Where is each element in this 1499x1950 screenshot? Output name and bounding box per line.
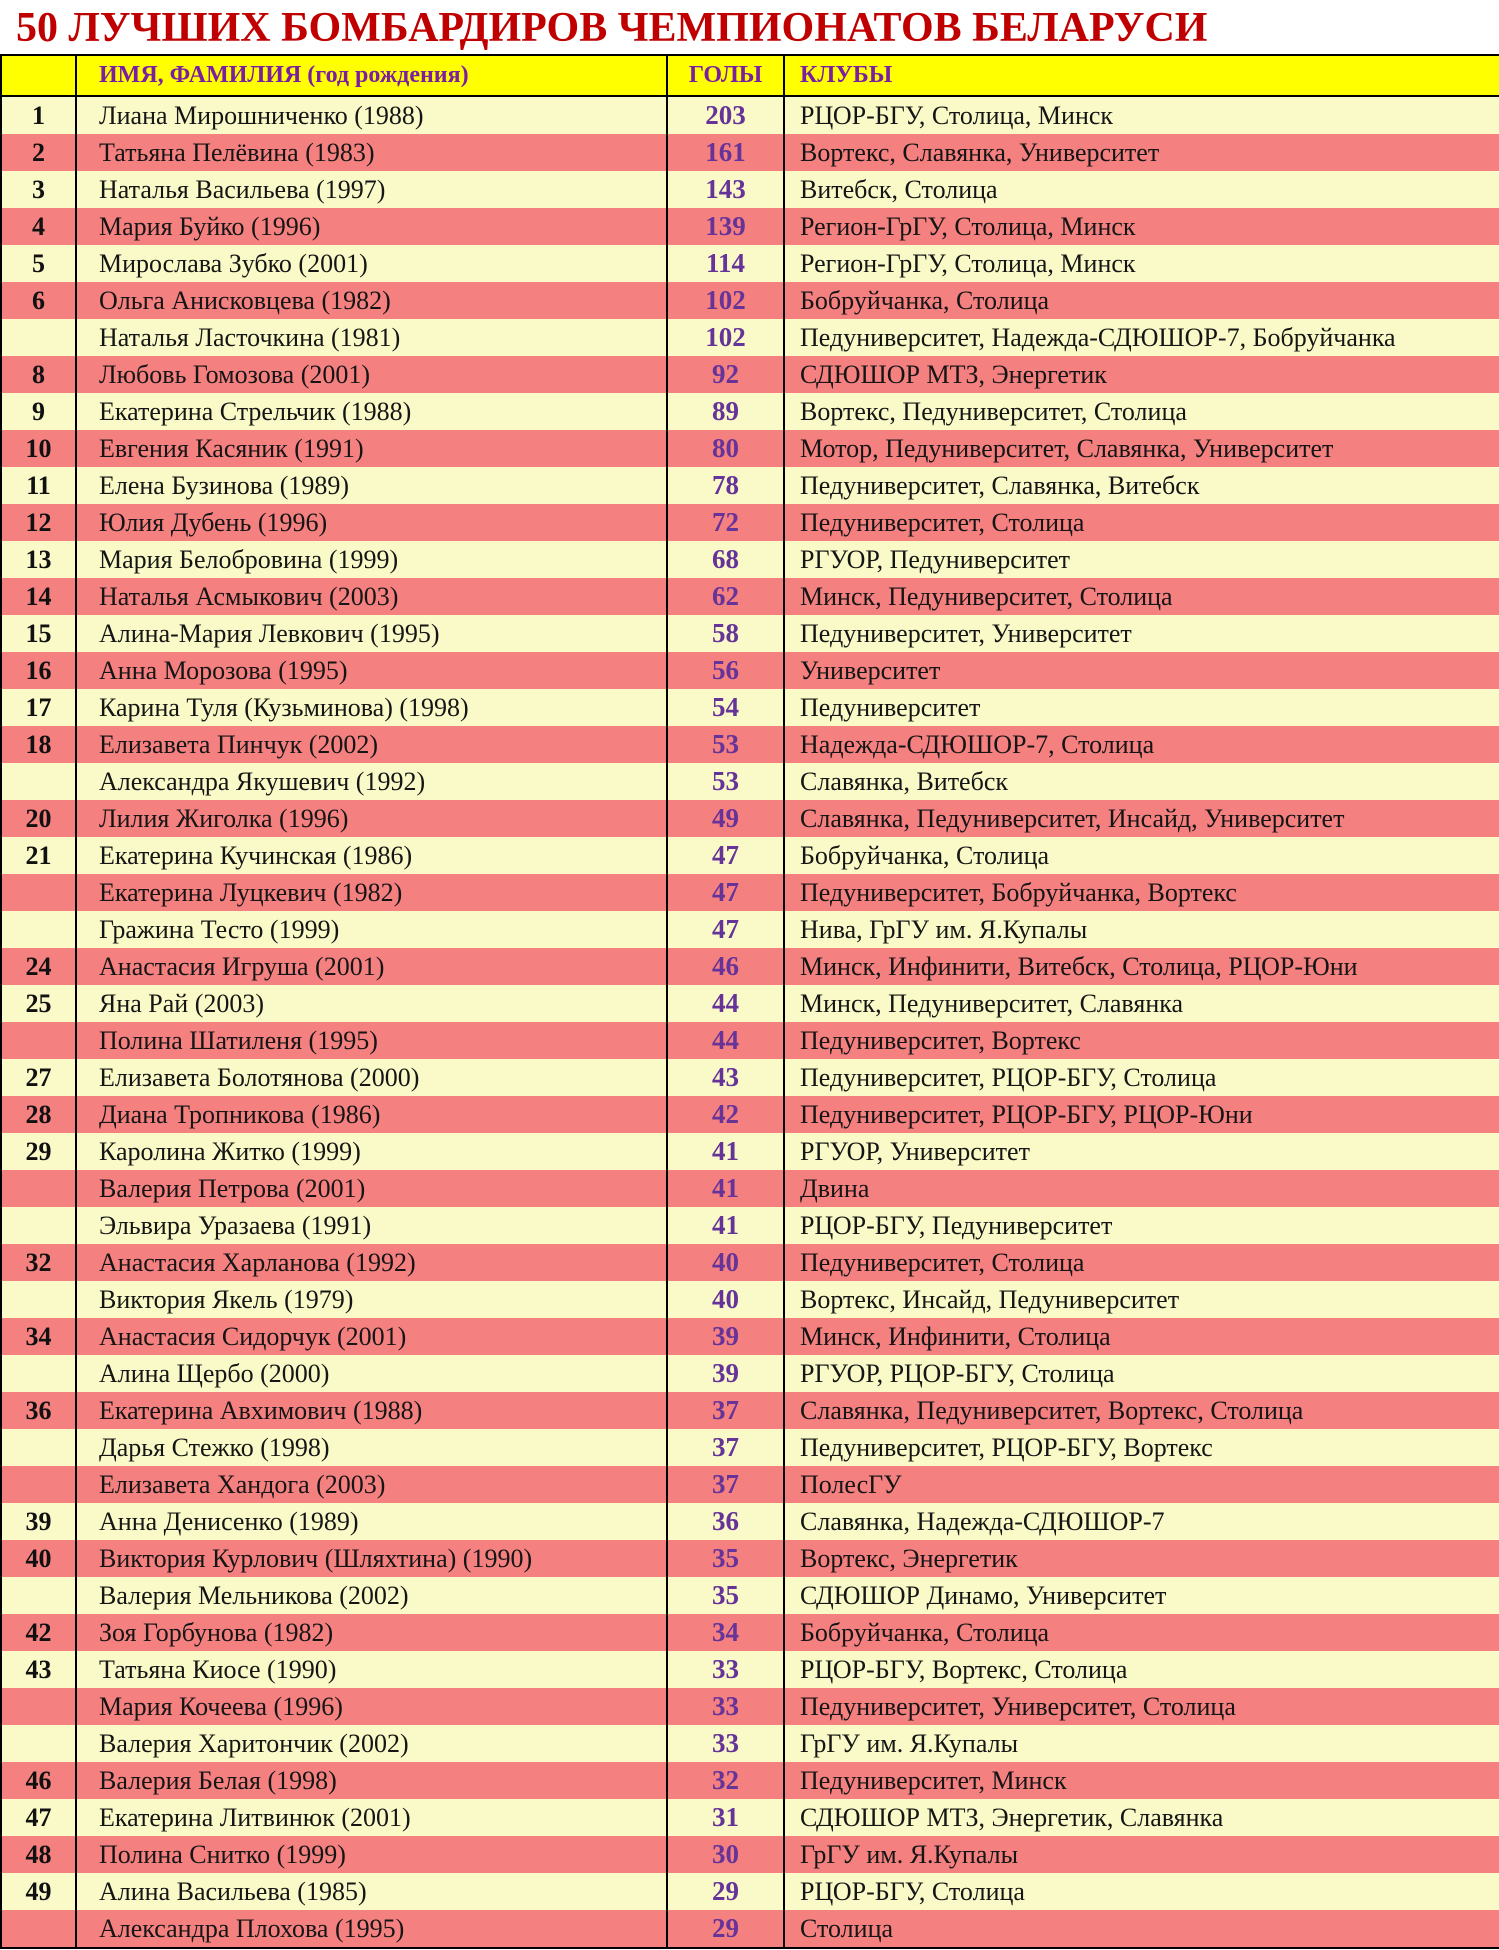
clubs-cell: Двина: [800, 1173, 870, 1203]
table-row: [2, 652, 1499, 689]
name-cell: Мария Буйко (1996): [77, 208, 668, 245]
clubs-cell: Славянка, Педуниверситет, Инсайд, Университет: [800, 803, 1345, 833]
rank-cell: [2, 1577, 77, 1614]
clubs-cell: РЦОР-БГУ, Педуниверситет: [800, 1210, 1113, 1240]
name-cell: Елизавета Пинчук (2002): [77, 726, 668, 763]
clubs-cell: РЦОР-БГУ, Столица, Минск: [800, 100, 1114, 130]
clubs-cell: ГрГУ им. Я.Купалы: [800, 1839, 1019, 1869]
goals-cell: 41: [668, 1133, 785, 1170]
goals-cell: 41: [668, 1207, 785, 1244]
rank-cell: 32: [2, 1244, 77, 1281]
rank-cell: 14: [2, 578, 77, 615]
goals-cell: 37: [668, 1429, 785, 1466]
name-cell: Виктория Якель (1979): [77, 1281, 668, 1318]
table-row: [2, 1022, 1499, 1059]
rank-cell: 6: [2, 282, 77, 319]
goals-cell: 43: [668, 1059, 785, 1096]
table-row: [2, 1614, 1499, 1651]
goals-cell: 34: [668, 1614, 785, 1651]
goals-cell: 44: [668, 985, 785, 1022]
table-row: [2, 1762, 1499, 1799]
name-cell: Анна Денисенко (1989): [77, 1503, 668, 1540]
clubs-cell: РГУОР, Университет: [800, 1136, 1030, 1166]
goals-cell: 114: [668, 245, 785, 282]
clubs-cell: Бобруйчанка, Столица: [800, 1617, 1050, 1647]
name-cell: Александра Якушевич (1992): [77, 763, 668, 800]
name-cell: Валерия Харитончик (2002): [77, 1725, 668, 1762]
name-cell: Екатерина Кучинская (1986): [77, 837, 668, 874]
goals-cell: 53: [668, 763, 785, 800]
goals-cell: 49: [668, 800, 785, 837]
header-goals-cell: ГОЛЫ: [668, 56, 785, 95]
goals-cell: 80: [668, 430, 785, 467]
rank-cell: [2, 1170, 77, 1207]
goals-cell: 29: [668, 1910, 785, 1947]
name-cell: Наталья Ласточкина (1981): [77, 319, 668, 356]
table-row: [2, 837, 1499, 874]
goals-cell: 58: [668, 615, 785, 652]
rank-cell: 13: [2, 541, 77, 578]
rank-cell: 29: [2, 1133, 77, 1170]
table-row: [2, 1799, 1499, 1836]
name-cell: Татьяна Пелёвина (1983): [77, 134, 668, 171]
clubs-cell: Нива, ГрГУ им. Я.Купалы: [800, 914, 1088, 944]
goals-cell: 39: [668, 1318, 785, 1355]
clubs-cell: Педуниверситет, РЦОР-БГУ, РЦОР-Юни: [800, 1099, 1253, 1129]
name-cell: Карина Туля (Кузьминова) (1998): [77, 689, 668, 726]
name-cell: Елизавета Хандога (2003): [77, 1466, 668, 1503]
goals-cell: 47: [668, 911, 785, 948]
name-cell: Екатерина Авхимович (1988): [77, 1392, 668, 1429]
name-cell: Мария Белобровина (1999): [77, 541, 668, 578]
name-cell: Екатерина Стрельчик (1988): [77, 393, 668, 430]
name-cell: Лиана Мирошниченко (1988): [77, 97, 668, 134]
clubs-cell: Бобруйчанка, Столица: [800, 285, 1050, 315]
rank-cell: [2, 1688, 77, 1725]
clubs-cell: Минск, Педуниверситет, Славянка: [800, 988, 1184, 1018]
table-row: [2, 726, 1499, 763]
name-cell: Анна Морозова (1995): [77, 652, 668, 689]
table-row: [2, 1688, 1499, 1725]
goals-cell: 102: [668, 319, 785, 356]
clubs-cell: Вортекс, Инсайд, Педуниверситет: [800, 1284, 1180, 1314]
rank-cell: [2, 911, 77, 948]
name-cell: Яна Рай (2003): [77, 985, 668, 1022]
table-row: [2, 134, 1499, 171]
goals-cell: 92: [668, 356, 785, 393]
clubs-cell: РГУОР, Педуниверситет: [800, 544, 1071, 574]
rank-cell: 47: [2, 1799, 77, 1836]
clubs-cell: Минск, Педуниверситет, Столица: [800, 581, 1173, 611]
clubs-cell: Вортекс, Энергетик: [800, 1543, 1018, 1573]
table-row: [2, 1429, 1499, 1466]
clubs-cell: Славянка, Надежда-СДЮШОР-7: [800, 1506, 1165, 1536]
name-cell: Зоя Горбунова (1982): [77, 1614, 668, 1651]
rank-cell: 49: [2, 1873, 77, 1910]
goals-cell: 47: [668, 874, 785, 911]
clubs-cell: РЦОР-БГУ, Столица: [800, 1876, 1025, 1906]
rank-cell: [2, 874, 77, 911]
rank-cell: [2, 1355, 77, 1392]
clubs-cell: ПолесГУ: [800, 1469, 902, 1499]
clubs-cell: Педуниверситет, Столица: [800, 1247, 1085, 1277]
rank-cell: 28: [2, 1096, 77, 1133]
table-row: [2, 1651, 1499, 1688]
rank-cell: 16: [2, 652, 77, 689]
clubs-cell: Регион-ГрГУ, Столица, Минск: [800, 248, 1136, 278]
rank-cell: 21: [2, 837, 77, 874]
name-cell: Диана Тропникова (1986): [77, 1096, 668, 1133]
goals-cell: 46: [668, 948, 785, 985]
name-cell: Каролина Житко (1999): [77, 1133, 668, 1170]
rank-cell: [2, 1281, 77, 1318]
name-cell: Екатерина Луцкевич (1982): [77, 874, 668, 911]
name-cell: Алина Васильева (1985): [77, 1873, 668, 1910]
name-cell: Анастасия Игруша (2001): [77, 948, 668, 985]
rank-cell: 18: [2, 726, 77, 763]
name-cell: Анастасия Харланова (1992): [77, 1244, 668, 1281]
table-row: [2, 1503, 1499, 1540]
goals-cell: 203: [668, 97, 785, 134]
rank-cell: 25: [2, 985, 77, 1022]
rank-cell: 43: [2, 1651, 77, 1688]
goals-cell: 53: [668, 726, 785, 763]
name-cell: Мария Кочеева (1996): [77, 1688, 668, 1725]
goals-cell: 89: [668, 393, 785, 430]
goals-cell: 30: [668, 1836, 785, 1873]
rank-cell: [2, 1910, 77, 1947]
rank-cell: 36: [2, 1392, 77, 1429]
table-row: [2, 319, 1499, 356]
name-cell: Евгения Касяник (1991): [77, 430, 668, 467]
goals-cell: 139: [668, 208, 785, 245]
name-cell: Анастасия Сидорчук (2001): [77, 1318, 668, 1355]
name-cell: Полина Снитко (1999): [77, 1836, 668, 1873]
table-row: [2, 1059, 1499, 1096]
goals-cell: 40: [668, 1281, 785, 1318]
goals-cell: 143: [668, 171, 785, 208]
goals-cell: 47: [668, 837, 785, 874]
name-cell: Виктория Курлович (Шляхтина) (1990): [77, 1540, 668, 1577]
rank-cell: 27: [2, 1059, 77, 1096]
clubs-cell: Педуниверситет, Университет, Столица: [800, 1691, 1236, 1721]
clubs-cell: Славянка, Педуниверситет, Вортекс, Столица: [800, 1395, 1304, 1425]
table-row: [2, 504, 1499, 541]
table-row: [2, 911, 1499, 948]
table-row: [2, 393, 1499, 430]
clubs-cell: Вортекс, Славянка, Университет: [800, 137, 1160, 167]
rank-cell: 9: [2, 393, 77, 430]
name-cell: Дарья Стежко (1998): [77, 1429, 668, 1466]
rank-cell: 1: [2, 97, 77, 134]
clubs-cell: Надежда-СДЮШОР-7, Столица: [800, 729, 1155, 759]
header-clubs-cell: КЛУБЫ: [800, 62, 893, 88]
goals-cell: 36: [668, 1503, 785, 1540]
table-row: [2, 1133, 1499, 1170]
table-header-row: [2, 56, 1499, 97]
table-row: [2, 1910, 1499, 1947]
name-cell: Мирослава Зубко (2001): [77, 245, 668, 282]
name-cell: Любовь Гомозова (2001): [77, 356, 668, 393]
rank-cell: 17: [2, 689, 77, 726]
clubs-cell: Мотор, Педуниверситет, Славянка, Университет: [800, 433, 1334, 463]
rank-cell: 24: [2, 948, 77, 985]
name-cell: Алина Щербо (2000): [77, 1355, 668, 1392]
rank-cell: [2, 1022, 77, 1059]
clubs-cell: СДЮШОР Динамо, Университет: [800, 1580, 1167, 1610]
table-row: [2, 1466, 1499, 1503]
table-row: [2, 874, 1499, 911]
table-row: [2, 800, 1499, 837]
clubs-cell: Педуниверситет, Вортекс: [800, 1025, 1081, 1055]
goals-cell: 35: [668, 1577, 785, 1614]
goals-cell: 161: [668, 134, 785, 171]
table-row: [2, 948, 1499, 985]
rank-cell: 2: [2, 134, 77, 171]
clubs-cell: Регион-ГрГУ, Столица, Минск: [800, 211, 1136, 241]
clubs-cell: Педуниверситет, РЦОР-БГУ, Вортекс: [800, 1432, 1213, 1462]
table-row: [2, 1207, 1499, 1244]
clubs-cell: ГрГУ им. Я.Купалы: [800, 1728, 1019, 1758]
rank-cell: [2, 1466, 77, 1503]
goals-cell: 62: [668, 578, 785, 615]
table-row: [2, 1096, 1499, 1133]
name-cell: Лилия Жиголка (1996): [77, 800, 668, 837]
name-cell: Валерия Мельникова (2002): [77, 1577, 668, 1614]
table-row: [2, 763, 1499, 800]
goals-cell: 37: [668, 1392, 785, 1429]
clubs-cell: Педуниверситет, Университет: [800, 618, 1132, 648]
goals-cell: 41: [668, 1170, 785, 1207]
table-row: [2, 1725, 1499, 1762]
goals-cell: 33: [668, 1725, 785, 1762]
goals-cell: 44: [668, 1022, 785, 1059]
name-cell: Полина Шатиленя (1995): [77, 1022, 668, 1059]
table-row: [2, 282, 1499, 319]
name-cell: Ольга Анисковцева (1982): [77, 282, 668, 319]
name-cell: Елизавета Болотянова (2000): [77, 1059, 668, 1096]
name-cell: Татьяна Киосе (1990): [77, 1651, 668, 1688]
goals-cell: 29: [668, 1873, 785, 1910]
clubs-cell: Педуниверситет, Надежда-СДЮШОР-7, Бобруйчанка: [800, 322, 1396, 352]
rank-cell: 11: [2, 467, 77, 504]
table-row: [2, 1836, 1499, 1873]
goals-cell: 102: [668, 282, 785, 319]
page-title: 50 ЛУЧШИХ БОМБАРДИРОВ ЧЕМПИОНАТОВ БЕЛАРУСИ: [16, 5, 1208, 51]
clubs-cell: Педуниверситет, РЦОР-БГУ, Столица: [800, 1062, 1217, 1092]
name-cell: Алина-Мария Левкович (1995): [77, 615, 668, 652]
name-cell: Эльвира Уразаева (1991): [77, 1207, 668, 1244]
rank-cell: [2, 1207, 77, 1244]
table-row: [2, 1170, 1499, 1207]
rank-cell: 3: [2, 171, 77, 208]
goals-cell: 68: [668, 541, 785, 578]
table-row: [2, 1318, 1499, 1355]
clubs-cell: Бобруйчанка, Столица: [800, 840, 1050, 870]
name-cell: Елена Бузинова (1989): [77, 467, 668, 504]
clubs-cell: Педуниверситет, Столица: [800, 507, 1085, 537]
clubs-cell: СДЮШОР МТЗ, Энергетик, Славянка: [800, 1802, 1224, 1832]
rank-cell: 10: [2, 430, 77, 467]
table-row: [2, 171, 1499, 208]
goals-cell: 37: [668, 1466, 785, 1503]
goals-cell: 56: [668, 652, 785, 689]
clubs-cell: Вортекс, Педуниверситет, Столица: [800, 396, 1187, 426]
rank-cell: 12: [2, 504, 77, 541]
rank-cell: 5: [2, 245, 77, 282]
name-cell: Юлия Дубень (1996): [77, 504, 668, 541]
clubs-cell: Педуниверситет: [800, 692, 981, 722]
rank-cell: [2, 1725, 77, 1762]
clubs-cell: РГУОР, РЦОР-БГУ, Столица: [800, 1358, 1115, 1388]
table-row: [2, 97, 1499, 134]
goals-cell: 35: [668, 1540, 785, 1577]
name-cell: Екатерина Литвинюк (2001): [77, 1799, 668, 1836]
rank-cell: 40: [2, 1540, 77, 1577]
header-rank-cell: [2, 56, 77, 95]
table-row: [2, 430, 1499, 467]
rank-cell: 4: [2, 208, 77, 245]
table-row: [2, 1281, 1499, 1318]
name-cell: Гражина Тесто (1999): [77, 911, 668, 948]
rank-cell: 8: [2, 356, 77, 393]
clubs-cell: Университет: [800, 655, 941, 685]
table-row: [2, 985, 1499, 1022]
clubs-cell: Педуниверситет, Славянка, Витебск: [800, 470, 1200, 500]
table-row: [2, 467, 1499, 504]
goals-cell: 33: [668, 1651, 785, 1688]
rank-cell: 39: [2, 1503, 77, 1540]
rank-cell: 34: [2, 1318, 77, 1355]
goals-cell: 33: [668, 1688, 785, 1725]
goals-cell: 42: [668, 1096, 785, 1133]
table-row: [2, 1540, 1499, 1577]
clubs-cell: Минск, Инфинити, Витебск, Столица, РЦОР-Юни: [800, 951, 1358, 981]
rank-cell: [2, 763, 77, 800]
name-cell: Александра Плохова (1995): [77, 1910, 668, 1947]
table-row: [2, 208, 1499, 245]
top-scorers-table: [0, 54, 1499, 1949]
clubs-cell: Витебск, Столица: [800, 174, 998, 204]
table-body: [2, 97, 1499, 1947]
rank-cell: 15: [2, 615, 77, 652]
goals-cell: 31: [668, 1799, 785, 1836]
table-row: [2, 1392, 1499, 1429]
table-row: [2, 615, 1499, 652]
name-cell: Наталья Асмыкович (2003): [77, 578, 668, 615]
rank-cell: [2, 319, 77, 356]
table-row: [2, 356, 1499, 393]
goals-cell: 54: [668, 689, 785, 726]
name-cell: Валерия Белая (1998): [77, 1762, 668, 1799]
name-cell: Наталья Васильева (1997): [77, 171, 668, 208]
rank-cell: 46: [2, 1762, 77, 1799]
table-row: [2, 1873, 1499, 1910]
clubs-cell: РЦОР-БГУ, Вортекс, Столица: [800, 1654, 1128, 1684]
clubs-cell: Педуниверситет, Бобруйчанка, Вортекс: [800, 877, 1237, 907]
rank-cell: 42: [2, 1614, 77, 1651]
clubs-cell: Минск, Инфинити, Столица: [800, 1321, 1111, 1351]
name-cell: Валерия Петрова (2001): [77, 1170, 668, 1207]
goals-cell: 39: [668, 1355, 785, 1392]
clubs-cell: Педуниверситет, Минск: [800, 1765, 1067, 1795]
goals-cell: 78: [668, 467, 785, 504]
table-row: [2, 245, 1499, 282]
goals-cell: 72: [668, 504, 785, 541]
rank-cell: 48: [2, 1836, 77, 1873]
table-row: [2, 1577, 1499, 1614]
header-name-cell: ИМЯ, ФАМИЛИЯ (год рождения): [77, 56, 668, 95]
rank-cell: [2, 1429, 77, 1466]
clubs-cell: Славянка, Витебск: [800, 766, 1008, 796]
clubs-cell: Столица: [800, 1913, 894, 1943]
goals-cell: 32: [668, 1762, 785, 1799]
table-row: [2, 689, 1499, 726]
table-row: [2, 578, 1499, 615]
table-row: [2, 541, 1499, 578]
table-row: [2, 1244, 1499, 1281]
table-row: [2, 1355, 1499, 1392]
clubs-cell: СДЮШОР МТЗ, Энергетик: [800, 359, 1107, 389]
rank-cell: 20: [2, 800, 77, 837]
goals-cell: 40: [668, 1244, 785, 1281]
